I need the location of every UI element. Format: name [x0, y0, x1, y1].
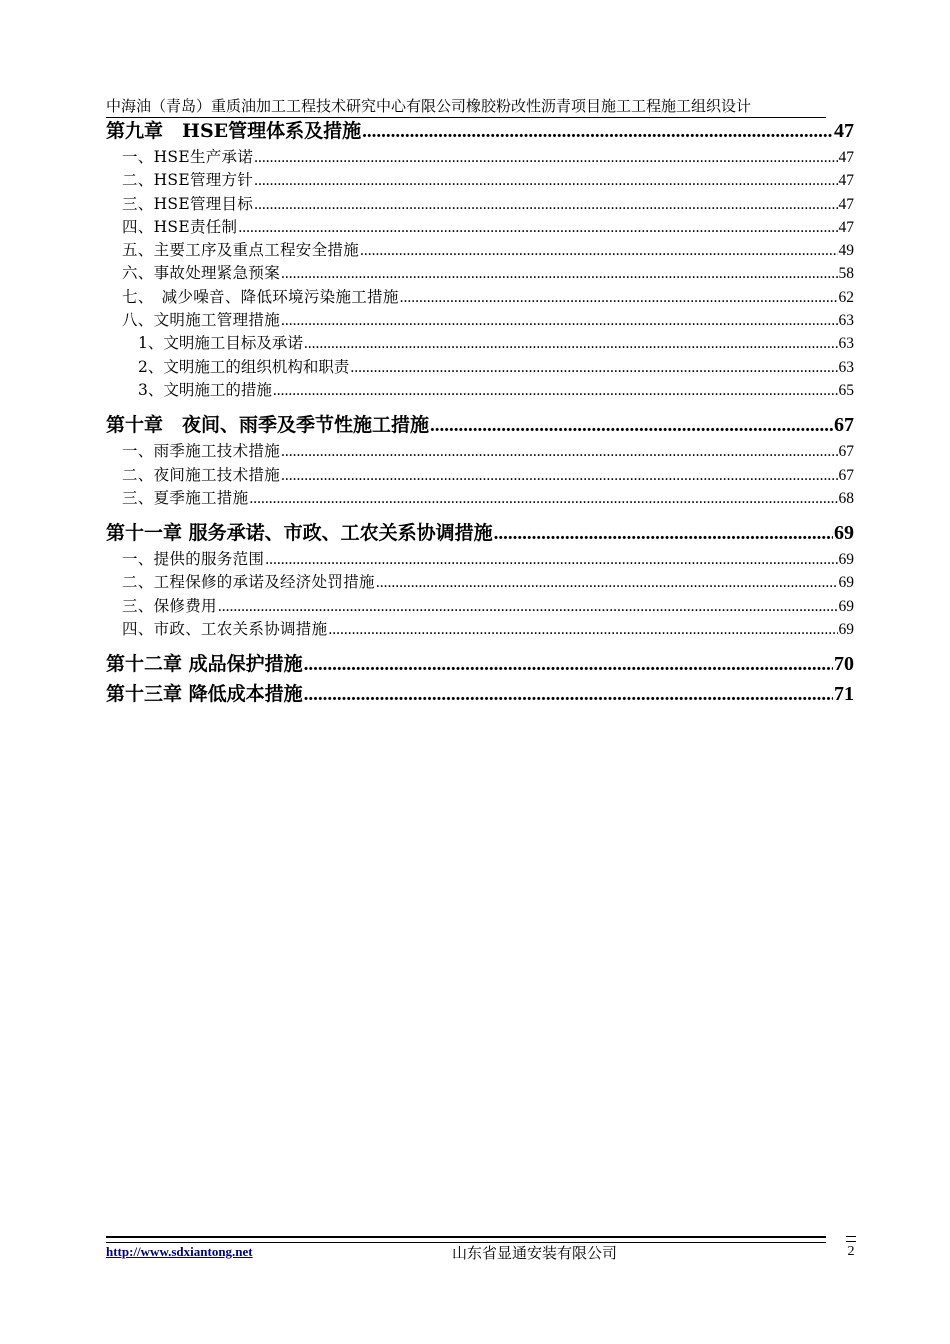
toc-sub-entry[interactable]	[106, 379, 854, 402]
toc-entry-page: 70	[834, 653, 854, 676]
toc-section-entry[interactable]	[106, 309, 854, 332]
toc-dot-leader	[304, 332, 838, 355]
toc-dot-leader	[494, 519, 833, 549]
toc-entry-label: 四、市政、工农关系协调措施	[122, 620, 328, 639]
toc-entry-label: 第十二章 成品保护措施	[106, 653, 303, 676]
toc-entry-page: 65	[838, 381, 854, 399]
toc-entry-label: 五、主要工序及重点工程安全措施	[122, 241, 360, 260]
toc-entry-label: 第十章 夜间、雨季及季节性施工措施	[106, 414, 430, 437]
toc-section-entry[interactable]	[106, 571, 854, 594]
toc-dot-leader	[254, 146, 837, 169]
toc-entry-label: 一、提供的服务范围	[122, 550, 265, 569]
toc-chapter-entry[interactable]	[106, 679, 854, 709]
toc-dot-leader	[249, 487, 837, 510]
toc-section-entry[interactable]	[106, 262, 854, 285]
toc-entry-page: 47	[838, 195, 854, 213]
toc-entry-page: 67	[838, 466, 854, 484]
toc-entry-label: 第十一章 服务承诺、市政、工农关系协调措施	[106, 522, 493, 545]
toc-entry-page: 67	[834, 414, 854, 437]
page-number	[846, 1236, 856, 1260]
toc-entry-page: 47	[838, 218, 854, 236]
toc-entry-page: 69	[838, 551, 854, 569]
toc-entry-label: 三、HSE管理目标	[122, 194, 254, 213]
page-number-value: 2	[847, 1244, 855, 1259]
toc-section-entry[interactable]	[106, 216, 854, 239]
toc-section-entry[interactable]	[106, 487, 854, 510]
toc-entry-label: 一、HSE生产承诺	[122, 148, 254, 166]
toc-dot-leader	[281, 464, 837, 487]
toc-sub-entry[interactable]	[106, 332, 854, 355]
toc-chapter-entry[interactable]	[106, 116, 854, 146]
toc-dot-leader	[238, 216, 837, 239]
toc-gap	[106, 510, 854, 518]
toc-entry-label: 第九章 HSE管理体系及措施	[106, 120, 362, 142]
toc-section-entry[interactable]	[106, 464, 854, 487]
toc-entry-page: 63	[838, 335, 854, 353]
toc-dot-leader	[304, 680, 833, 710]
toc-section-entry[interactable]	[106, 286, 854, 309]
toc-dot-leader	[273, 379, 838, 402]
footer-website-link[interactable]: http://www.sdxiantong.net	[106, 1244, 253, 1259]
toc-entry-page: 68	[838, 489, 854, 507]
toc-entry-page: 47	[838, 172, 854, 190]
toc-gap	[106, 641, 854, 649]
toc-entry-page: 49	[838, 242, 854, 260]
toc-entry-page: 69	[834, 522, 854, 545]
toc-section-entry[interactable]	[106, 146, 854, 169]
toc-entry-label: 二、夜间施工技术措施	[122, 465, 281, 484]
toc-entry-label: 二、HSE管理方针	[122, 171, 254, 190]
toc-section-entry[interactable]	[106, 239, 854, 262]
toc-entry-label: 2、文明施工的组织机构和职责	[138, 357, 350, 376]
toc-sub-entry[interactable]	[106, 356, 854, 379]
toc-entry-page: 47	[834, 120, 854, 142]
toc-entry-label: 第十三章 降低成本措施	[106, 683, 303, 706]
toc-entry-label: 一、雨季施工技术措施	[122, 442, 281, 461]
toc-chapter-entry[interactable]	[106, 518, 854, 548]
toc-entry-label: 三、夏季施工措施	[122, 488, 249, 507]
toc-dot-leader	[254, 193, 837, 216]
toc-dot-leader	[376, 571, 838, 594]
toc-entry-page: 71	[834, 683, 854, 706]
toc-dot-leader	[218, 595, 838, 618]
toc-dot-leader	[328, 618, 837, 641]
toc-section-entry[interactable]	[106, 548, 854, 571]
toc-entry-page: 58	[838, 265, 854, 283]
toc-entry-page: 69	[838, 597, 854, 615]
toc-entry-label: 1、文明施工目标及承诺	[138, 334, 303, 353]
toc-entry-label: 三、保修费用	[122, 596, 217, 615]
toc-gap	[106, 402, 854, 410]
toc-dot-leader	[281, 262, 837, 285]
toc-dot-leader	[254, 169, 837, 192]
toc-entry-label: 八、文明施工管理措施	[122, 311, 281, 330]
toc-entry-page: 63	[838, 312, 854, 330]
toc-entry-page: 67	[838, 443, 854, 461]
toc-entry-label: 四、HSE责任制	[122, 217, 238, 236]
toc-chapter-entry[interactable]	[106, 649, 854, 679]
toc-section-entry[interactable]	[106, 193, 854, 216]
footer-company-name: 山东省显通安装有限公司	[452, 1244, 618, 1262]
toc-dot-leader	[360, 239, 837, 262]
toc-dot-leader	[430, 411, 833, 441]
toc-entry-page: 69	[838, 574, 854, 592]
toc-entry-page: 63	[838, 358, 854, 376]
toc-section-entry[interactable]	[106, 169, 854, 192]
table-of-contents	[106, 116, 854, 709]
toc-dot-leader	[281, 440, 837, 463]
toc-section-entry[interactable]	[106, 595, 854, 618]
toc-dot-leader	[281, 309, 837, 332]
toc-entry-label: 二、工程保修的承诺及经济处罚措施	[122, 573, 375, 592]
page-number-rule	[846, 1236, 856, 1242]
toc-entry-page: 69	[838, 621, 854, 639]
toc-entry-label: 3、文明施工的措施	[138, 380, 272, 399]
toc-chapter-entry[interactable]	[106, 410, 854, 440]
toc-entry-label: 七、 减少噪音、降低环境污染施工措施	[122, 287, 399, 306]
toc-dot-leader	[400, 286, 838, 309]
toc-entry-page: 62	[838, 288, 854, 306]
toc-dot-leader	[350, 356, 837, 379]
toc-section-entry[interactable]	[106, 440, 854, 463]
toc-entry-page: 47	[838, 149, 854, 166]
page-header: 中海油（青岛）重质油加工工程技术研究中心有限公司橡胶粉改性沥青项目施工工程施工组织设计	[106, 96, 826, 118]
toc-entry-label: 六、事故处理紧急预案	[122, 264, 281, 283]
toc-dot-leader	[265, 548, 837, 571]
toc-dot-leader	[362, 117, 833, 147]
toc-section-entry[interactable]	[106, 618, 854, 641]
toc-dot-leader	[304, 650, 833, 680]
